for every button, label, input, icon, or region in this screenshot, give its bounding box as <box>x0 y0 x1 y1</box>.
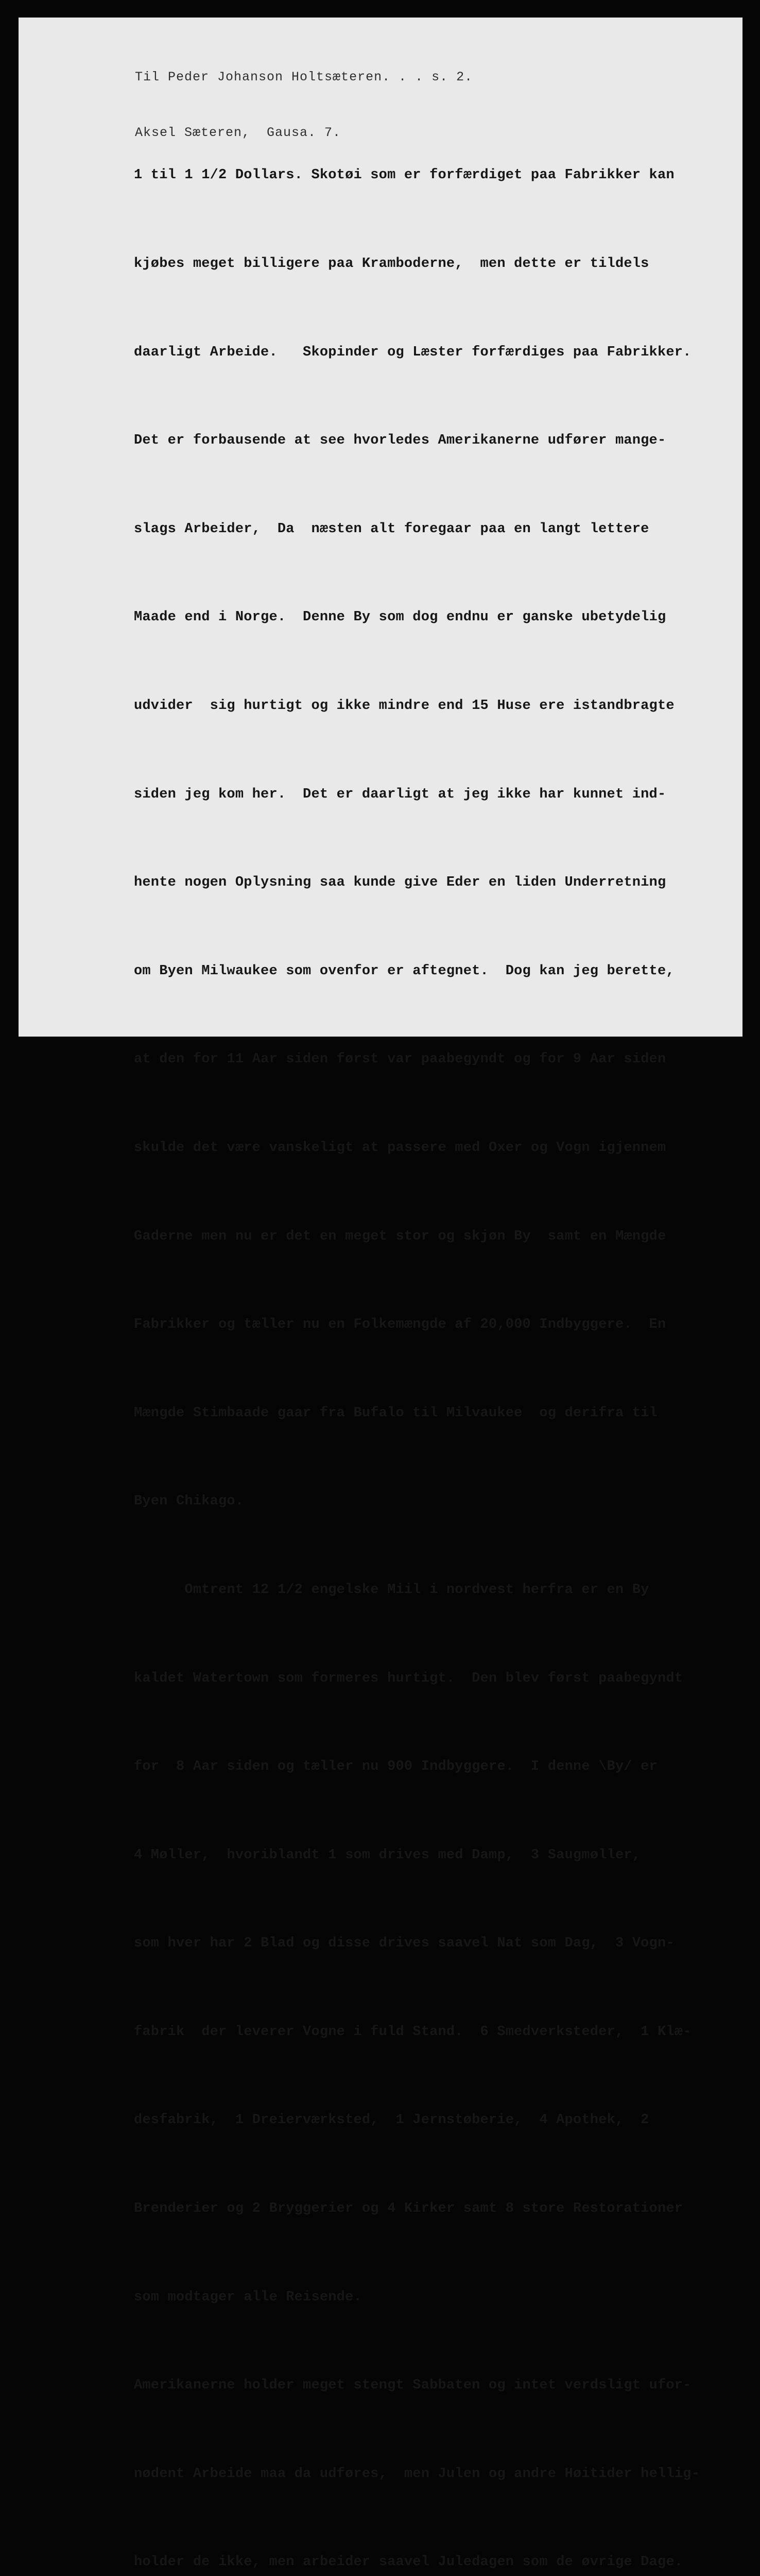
body-line: Det er forbausende at see hvorledes Amerikanerne udfører mange- <box>134 433 666 449</box>
body-line: holder de ikke, men arbeider saavel Juledagen som de øvrige Dage. <box>134 2554 683 2570</box>
body-line: Mængde Stimbaade gaar fra Bufalo til Milvaukee og derifra til <box>134 1405 658 1421</box>
header-line-2: Aksel Sæteren, Gausa. 7. <box>135 125 341 140</box>
body-line: kaldet Watertown som formeres hurtigt. Den blev først paabegyndt <box>134 1670 683 1686</box>
body-line: Brenderier og 2 Bryggerier og 4 Kirker samt 8 store Restorationer <box>134 2201 683 2217</box>
body-line: nødent Arbeide maa da udføres, men Julen og andre Høitider hellig- <box>134 2466 700 2482</box>
body-line: hente nogen Oplysning saa kunde give Eder en liden Underretning <box>134 875 666 891</box>
body-line: udvider sig hurtigt og ikke mindre end 15 Huse ere istandbragte <box>134 698 675 714</box>
body-line: Fabrikker og tæller nu en Folkemængde af 20,000 Indbyggere. En <box>134 1317 666 1333</box>
body-line: daarligt Arbeide. Skopinder og Læster forfærdiges paa Fabrikker. <box>134 344 692 360</box>
body-line: som hver har 2 Blad og disse drives saavel Nat som Dag, 3 Vogn- <box>134 1936 675 1952</box>
body-line: om Byen Milwaukee som ovenfor er aftegnet. Dog kan jeg berette, <box>134 963 675 979</box>
body-line: Maade end i Norge. Denne By som dog endnu er ganske ubetydelig <box>134 609 666 625</box>
body-line: slags Arbeider, Da næsten alt foregaar paa en langt lettere <box>134 521 649 537</box>
body-line: Amerikanerne holder meget stengt Sabbaten og intet verdsligt ufor- <box>134 2378 692 2394</box>
body-line: fabrik der leverer Vogne i fuld Stand. 6 Smedverksteder, 1 Klæ- <box>134 2024 692 2040</box>
letter-body <box>134 102 726 2576</box>
body-line: 4 Møller, hvoriblandt 1 som drives med Damp, 3 Saugmøller, <box>134 1847 641 1863</box>
body-line: 1 til 1 1/2 Dollars. Skotøi som er forfærdiget paa Fabrikker kan <box>134 167 675 183</box>
body-line: kjøbes meget billigere paa Kramboderne, men dette er tildels <box>134 256 649 272</box>
body-line: at den for 11 Aar siden først var paabegyndt og for 9 Aar siden <box>134 1052 666 1067</box>
body-line: Omtrent 12 1/2 engelske Miil i nordvest herfra er en By <box>134 1582 649 1598</box>
body-line: som modtager alle Reisende. <box>134 2289 362 2305</box>
header-line-1: Til Peder Johanson Holtsæteren. . . s. 2. <box>135 70 473 84</box>
body-line: for 8 Aar siden og tæller nu 900 Indbyggere. I denne \By/ er <box>134 1759 658 1775</box>
body-line: skulde det være vanskeligt at passere med Oxer og Vogn igjennem <box>134 1140 666 1156</box>
body-line: Gaderne men nu er det en meget stor og skjøn By samt en Mængde <box>134 1228 666 1244</box>
body-line: Byen Chikago. <box>134 1494 244 1510</box>
body-line: desfabrik, 1 Dreierværksted, 1 Jernstøberie, 4 Apothek, 2 <box>134 2112 649 2128</box>
body-line: siden jeg kom her. Det er daarligt at jeg ikke har kunnet ind- <box>134 786 666 802</box>
